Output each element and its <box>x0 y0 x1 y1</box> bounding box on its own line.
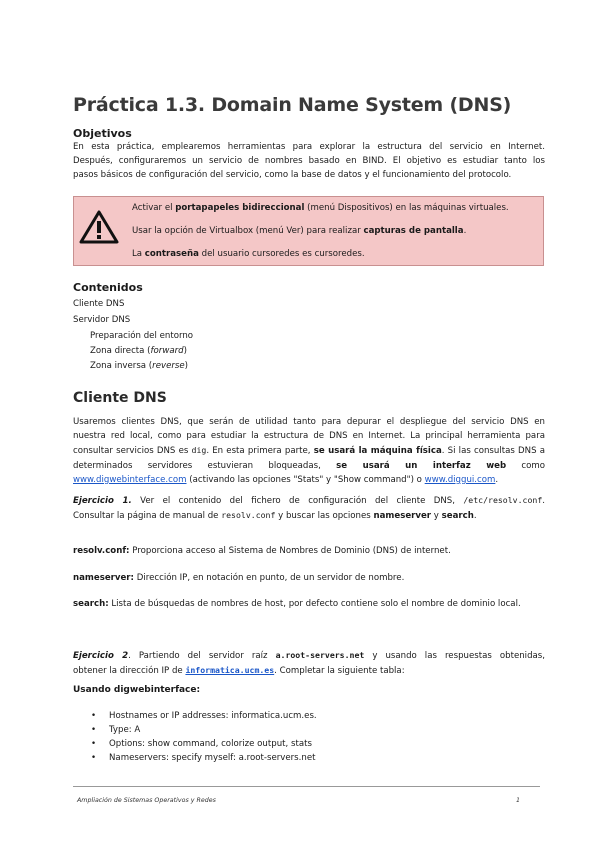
cliente-line: determinados servidores estuvieran bloqueadas, se usará un interfaz web como <box>73 460 545 471</box>
answer-nameserver: nameserver: Dirección IP, en notación en punto, de un servidor de nombre. <box>73 573 405 583</box>
objetivos-line: En esta práctica, emplearemos herramientas para explorar la estructura del servicio en Internet. <box>73 142 545 152</box>
ejercicio1-paragraph <box>73 493 545 523</box>
ejercicio2-label: Ejercicio 2 <box>73 651 129 661</box>
digwebinterface-link[interactable]: www.digwebinterface.com <box>73 474 187 485</box>
warning-line-screenshots: Usar la opción de Virtualbox (menú Ver) para realizar capturas de pantalla. <box>132 226 467 236</box>
warning-line-clipboard: Activar el portapapeles bidireccional (menú Dispositivos) en las máquinas virtuales. <box>132 203 509 213</box>
objetivos-line: Después, configuraremos un servicio de nombres basado en BIND. El objetivo es estudiar tanto los <box>73 156 545 167</box>
objetivos-line: pasos básicos de configuración del servicio, como la base de datos y el funcionamiento del protocolo. <box>73 170 512 181</box>
cliente-dns-heading: Cliente DNS <box>73 390 167 406</box>
contenidos-heading: Contenidos <box>73 281 143 294</box>
toc-item-servidor-dns[interactable]: Servidor DNS <box>73 315 131 325</box>
objetivos-paragraph <box>73 140 545 183</box>
diggui-link[interactable]: www.diggui.com <box>424 474 496 485</box>
warning-triangle-icon <box>79 209 119 245</box>
toc-item-zona-inversa[interactable]: Zona inversa (reverse) <box>90 361 189 371</box>
answer-search: search: Lista de búsquedas de nombres de host, por defecto contiene solo el nombre de dominio local. <box>73 599 521 609</box>
ejercicio1-label: Ejercicio 1. <box>73 496 132 506</box>
footer-course-name: Ampliación de Sistemas Operativos y Redes <box>77 797 216 804</box>
footer-divider <box>73 786 540 787</box>
page-title: Práctica 1.3. Domain Name System (DNS) <box>73 94 512 116</box>
cliente-paragraph <box>73 415 545 487</box>
usando-heading: Usando digwebinterface: <box>73 685 201 695</box>
ejercicio2-line: Ejercicio 2. Partiendo del servidor raíz a.root-servers.net y usando las respuestas obtenidas, <box>73 650 545 661</box>
ejercicio2-paragraph <box>73 648 545 678</box>
toc-item-cliente-dns[interactable]: Cliente DNS <box>73 299 125 309</box>
toc-item-zona-directa[interactable]: Zona directa (forward) <box>90 346 187 356</box>
footer-page-number: 1 <box>516 797 521 804</box>
ejercicio1-line: Consultar la página de manual de resolv.conf y buscar las opciones nameserver y search. <box>73 510 477 522</box>
ejercicio2-line: obtener la dirección IP de informatica.ucm.es. Completar la siguiente tabla: <box>73 665 405 677</box>
toc-item-preparacion[interactable]: Preparación del entorno <box>90 331 194 341</box>
ejercicio1-line: Ejercicio 1. Ver el contenido del fichero de configuración del cliente DNS, /etc/resolv.conf. <box>73 495 545 506</box>
answer-resolv: resolv.conf: Proporciona acceso al Sistema de Nombres de Dominio (DNS) de internet. <box>73 546 451 556</box>
objetivos-heading: Objetivos <box>73 127 132 140</box>
cliente-line: Usaremos clientes DNS, que serán de utilidad tanto para depurar el despliegue del servicio DNS en <box>73 417 545 427</box>
warning-line-password: La contraseña del usuario cursoredes es cursoredes. <box>132 249 365 259</box>
cliente-line: consultar servicios DNS es dig. En esta primera parte, se usará la máquina física. Si las consultas DNS a <box>73 445 545 457</box>
cliente-line: www.digwebinterface.com (activando las opciones "Stats" y "Show command") o www.diggui.com. <box>73 474 499 485</box>
cliente-line: nuestra red local, como para estudiar la estructura de DNS en Internet. La principal herramienta para <box>73 431 545 442</box>
informatica-ucm-link[interactable]: informatica.ucm.es <box>185 665 275 676</box>
warning-box <box>73 196 544 266</box>
